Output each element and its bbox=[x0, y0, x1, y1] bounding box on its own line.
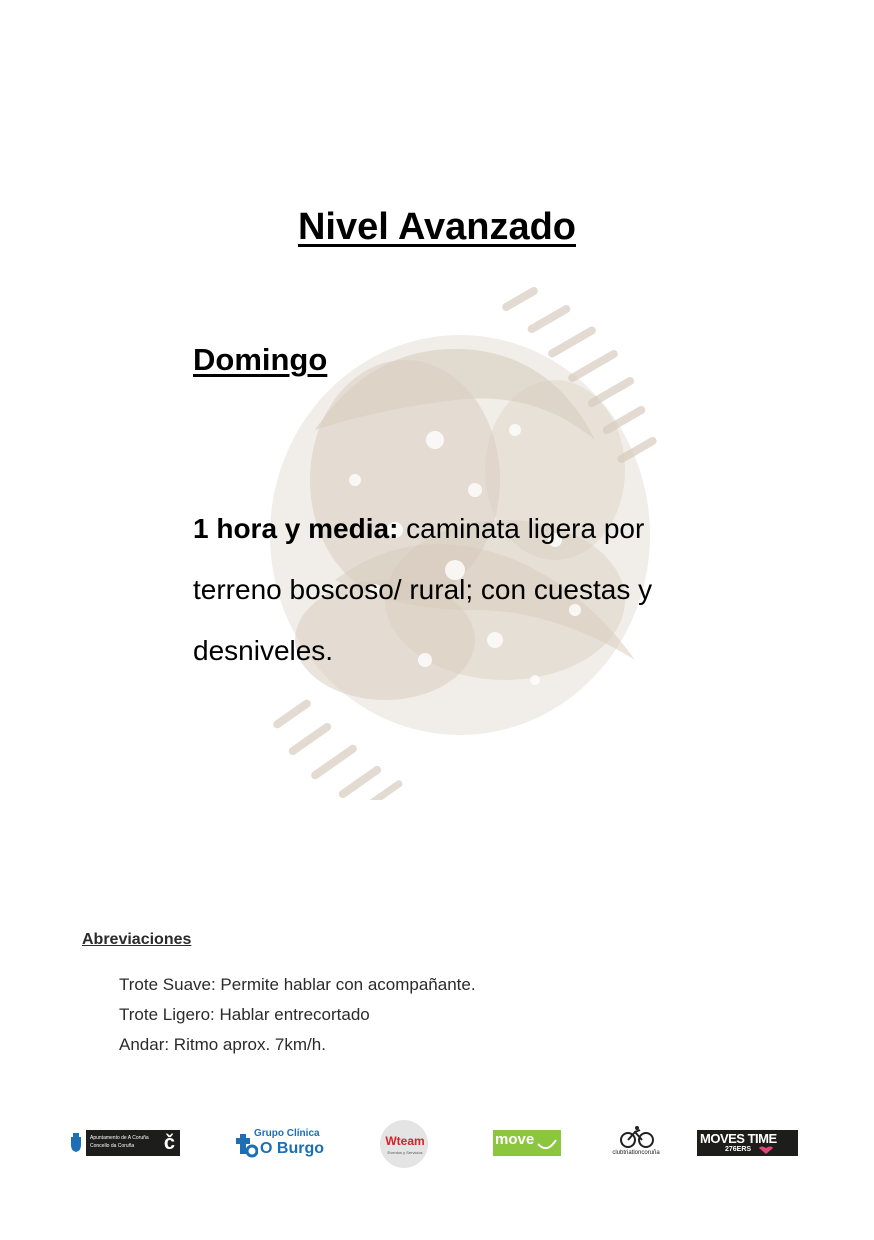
moves-time-logo bbox=[697, 1130, 798, 1156]
wteam-logo bbox=[380, 1120, 430, 1168]
abbreviations-list bbox=[119, 970, 476, 1060]
moves-time-title: MOVES TIME bbox=[700, 1131, 777, 1146]
abbreviation-item: Andar: Ritmo aprox. 7km/h. bbox=[119, 1035, 326, 1054]
move-swoosh-icon bbox=[537, 1136, 557, 1152]
wteam-tagline: Eventos y Servicios bbox=[387, 1150, 423, 1155]
concello-c-icon: č bbox=[163, 1132, 175, 1154]
concello-line1: Apuntamento de A Coruña bbox=[90, 1135, 149, 1141]
club-name: clubtriatloncoruña bbox=[612, 1150, 660, 1156]
day-heading: Domingo bbox=[193, 342, 328, 377]
move-logo bbox=[493, 1130, 561, 1156]
bike-icon bbox=[620, 1126, 654, 1148]
clinica-line2: O Burgo bbox=[260, 1140, 324, 1157]
move-text: move bbox=[495, 1131, 535, 1148]
heart-icon bbox=[759, 1146, 773, 1154]
clinica-line1: Grupo Clínica bbox=[254, 1128, 320, 1139]
abbreviation-item: Trote Ligero: Hablar entrecortado bbox=[119, 1005, 370, 1024]
page-title: Nivel Avanzado bbox=[297, 206, 577, 248]
abbreviations-heading: Abreviaciones bbox=[82, 931, 192, 948]
sponsor-logos bbox=[0, 1118, 874, 1168]
session-duration: 1 hora y media: bbox=[193, 513, 399, 544]
abbreviation-item: Trote Suave: Permite hablar con acompañante. bbox=[119, 975, 476, 994]
session-details: caminata ligera por terreno boscoso/ rural; con cuestas y desniveles. bbox=[193, 513, 653, 666]
wteam-name: Wteam bbox=[385, 1134, 425, 1148]
session-description bbox=[193, 498, 693, 681]
club-triatlon-logo bbox=[608, 1126, 664, 1160]
concello-line2: Concello da Coruña bbox=[90, 1143, 135, 1149]
moves-time-sub: 276ERS bbox=[725, 1146, 752, 1153]
grupo-clinica-logo bbox=[234, 1128, 326, 1160]
concello-logo bbox=[70, 1130, 180, 1156]
coat-of-arms-icon bbox=[70, 1133, 82, 1153]
